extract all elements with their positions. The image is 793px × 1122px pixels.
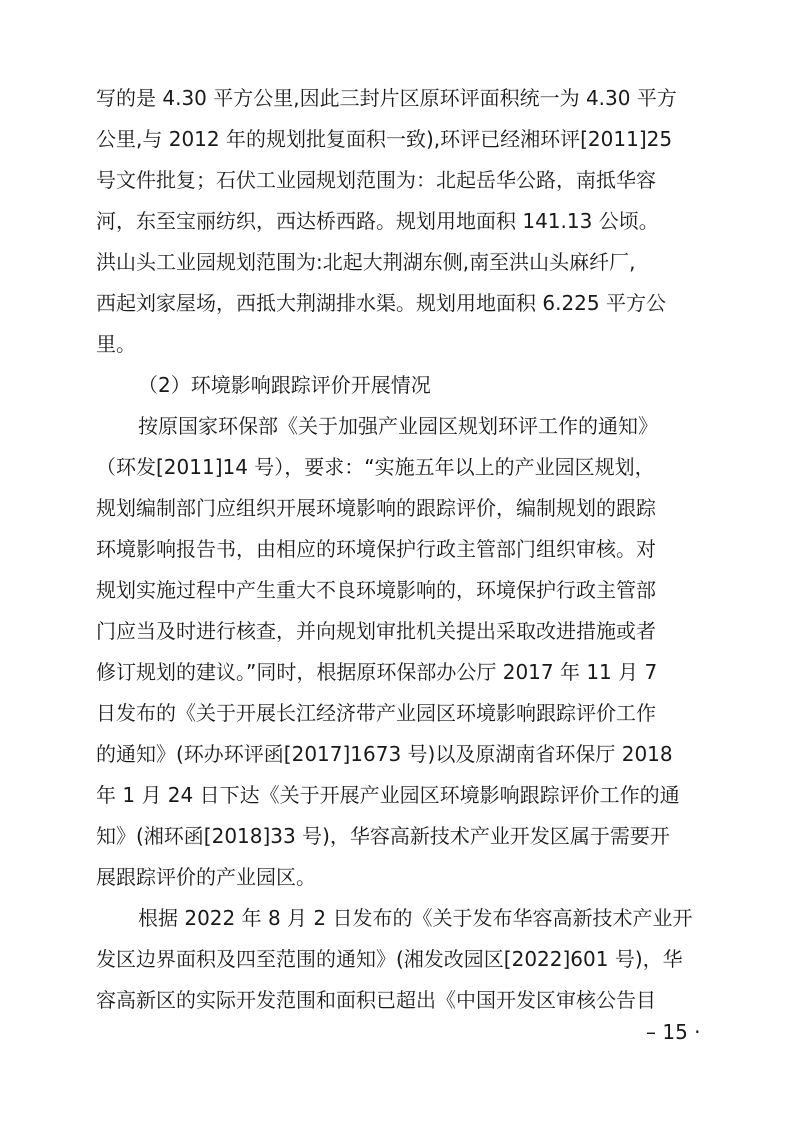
text-line: 发区边界面积及四至范围的通知》(湘发改园区[2022]601 号)，华	[96, 947, 683, 971]
text-line: 规划实施过程中产生重大不良环境影响的，环境保护行政主管部	[96, 578, 656, 602]
text-line: （环发[2011]14 号），要求：“实施五年以上的产业园区规划，	[96, 455, 655, 479]
text-line: 河，东至宝丽纺织，西达桥西路。规划用地面积 141.13 公顷。	[96, 209, 659, 233]
text-line: 容高新区的实际开发范围和面积已超出《中国开发区审核公告目	[96, 988, 656, 1012]
text-line: 展跟踪评价的产业园区。	[96, 865, 316, 889]
text-line: 里。	[96, 332, 136, 356]
text-line: 规划编制部门应组织开展环境影响的跟踪评价，编制规划的跟踪	[96, 496, 656, 520]
text-line: 日发布的《关于开展长江经济带产业园区环境影响跟踪评价工作	[96, 701, 656, 725]
text-line: 年 1 月 24 日下达《关于开展产业园区环境影响跟踪评价工作的通	[96, 783, 680, 807]
text-line: 号文件批复；石伏工业园规划范围为：北起岳华公路，南抵华容	[96, 168, 656, 192]
text-line: 洪山头工业园规划范围为:北起大荆湖东侧,南至洪山头麻纤厂,	[96, 250, 636, 274]
text-line: 知》(湘环函[2018]33 号)，华容高新技术产业开发区属于需要开	[96, 824, 670, 848]
text-line: 公里,与 2012 年的规划批复面积一致),环评已经湘环评[2011]25	[96, 127, 673, 151]
section-heading: （2）环境影响跟踪评价开展情况	[138, 373, 431, 397]
text-line: 西起刘家屋场，西抵大荆湖排水渠。规划用地面积 6.225 平方公	[96, 291, 666, 315]
text-line: 按原国家环保部《关于加强产业园区规划环评工作的通知》	[138, 414, 658, 438]
text-line: 环境影响报告书，由相应的环境保护行政主管部门组织审核。对	[96, 537, 656, 561]
page-number: – 15 ·	[646, 1020, 701, 1044]
text-line: 写的是 4.30 平方公里,因此三封片区原环评面积统一为 4.30 平方	[96, 86, 677, 110]
text-line: 门应当及时进行核查，并向规划审批机关提出采取改进措施或者	[96, 619, 656, 643]
text-line: 的通知》(环办环评函[2017]1673 号)以及原湖南省环保厅 2018	[96, 742, 673, 766]
text-line: 修订规划的建议。”同时，根据原环保部办公厅 2017 年 11 月 7	[96, 660, 658, 684]
text-line: 根据 2022 年 8 月 2 日发布的《关于发布华容高新技术产业开	[138, 906, 693, 930]
